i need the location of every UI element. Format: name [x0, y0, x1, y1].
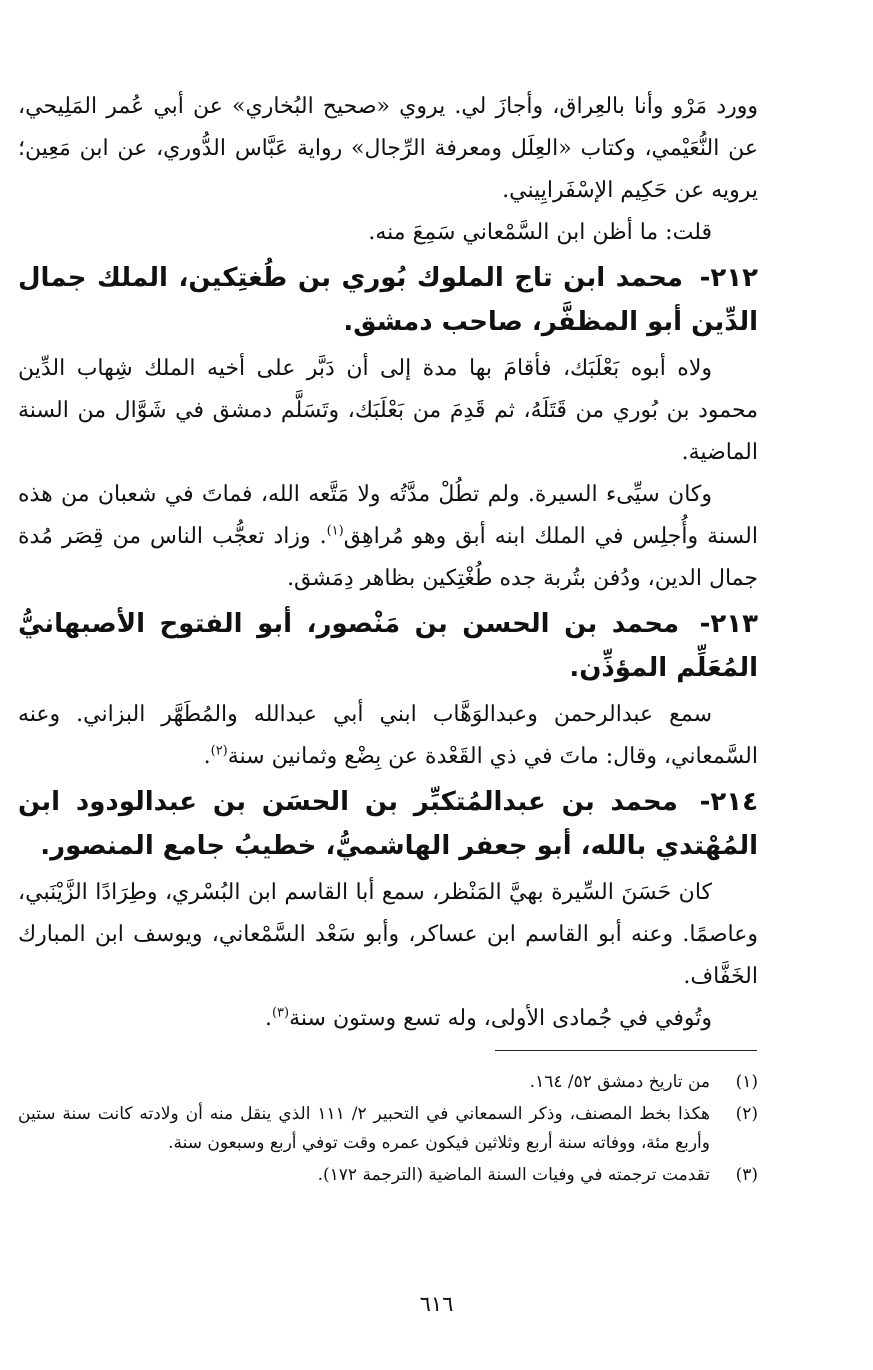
footnote-number: (٢) — [735, 1104, 758, 1124]
paragraph-text: سمع عبدالرحمن وعبدالوَهَّاب ابني أبي عبدالله والمُطَهَّر البزاني. وعنه السَّمعاني، وقال: ماتَ في ذي القَعْدة عن بِضْع وثمانين سنة — [18, 702, 758, 769]
paragraph-riwaya: وورد مَرْو وأنا بالعِراق، وأجازَ لي. يروي «صحيح البُخاري» عن أبي عُمر المَلِيحي، عن النُّعَيْمي، وكتاب «العِلَل ومعرفة الرِّجال» رواية عَبَّاس الدُّوري، عن ابن مَعِين؛ يرويه عن حَكِيم الإسْفَرايِيني. — [18, 94, 758, 203]
main-text — [18, 86, 758, 1040]
footnotes — [18, 1068, 758, 1193]
entry-title: محمد ابن تاج الملوك بُوري بن طُغتِكين، الملك جمال الدِّين أبو المظفَّر، صاحب دمشق. — [18, 263, 758, 337]
footnote-text: تقدمت ترجمته في وفيات السنة الماضية (الترجمة ١٧٢). — [317, 1165, 710, 1185]
footnote-ref-1: (١) — [326, 523, 344, 539]
entry-number: ٢١٣- — [699, 609, 758, 639]
paragraph-text: وتُوفي في جُمادى الأولى، وله تسع وستون سنة — [289, 1006, 712, 1031]
entry-212-paragraph-2 — [18, 474, 758, 600]
entry-title: محمد بن الحسن بن مَنْصور، أبو الفتوح الأصبهانيُّ المُعَلِّم المؤذِّن. — [18, 609, 758, 683]
entry-212-heading — [18, 256, 758, 344]
footnote-ref-2: (٢) — [210, 743, 228, 759]
paragraph-text: . — [203, 744, 211, 769]
entry-214-heading — [18, 780, 758, 868]
page-number: ٦١٦ — [419, 1292, 454, 1316]
footnote-1 — [18, 1068, 758, 1097]
footnote-number: (٣) — [735, 1165, 758, 1185]
footnote-text: هكذا بخط المصنف، وذكر السمعاني في التحبير ٢/ ١١١ الذي ينقل منه أن ولادته كانت سنة ستين وأربع مئة، ووفاته سنة أربع وثلاثين فيكون عمره وقت توفي أربع وسبعون سنة. — [18, 1104, 710, 1153]
entry-number: ٢١٤- — [699, 787, 758, 817]
entry-212-paragraph-1: ولاه أبوه بَعْلَبَك، فأقامَ بها مدة إلى أن دَبَّر على أخيه الملك شِهاب الدِّين محمود بن بُوري من قَتَلَهُ، ثم قَدِمَ من بَعْلَبَك، وتَسَلَّم دمشق في شَوَّال من السنة الماضية. — [18, 356, 758, 465]
entry-213-paragraph-1 — [18, 694, 758, 778]
footnote-ref-3: (٣) — [271, 1005, 290, 1021]
paragraph-text: . — [264, 1006, 272, 1031]
footnote-3 — [18, 1161, 758, 1190]
entry-213-heading — [18, 602, 758, 690]
paragraph-text: وكان سيِّىء السيرة. ولم تطُلْ مدَّتُه ولا مَتَّعه الله، فماتَ في شعبان من هذه السنة وأُجلِس في الملك ابنه أبق وهو مُراهِق — [18, 482, 758, 549]
paragraph-editor-note: قلت: ما أظن ابن السَّمْعاني سَمِعَ منه. — [368, 220, 712, 245]
entry-214-paragraph-1: كان حَسَنَ السِّيرة بهيَّ المَنْظر، سمع أبا القاسم ابن البُسْري، وطِرَادًا الزَّيْنَبي، وعاصمًا. وعنه أبو القاسم ابن عساكر، وأبو سَعْد السَّمْعاني، ويوسف ابن المبارك الخَفَّاف. — [18, 880, 758, 989]
entry-title: محمد بن عبدالمُتكبِّر بن الحسَن بن عبدالودود ابن المُهْتدي بالله، أبو جعفر الهاشميُّ، خطيبُ جامع المنصور. — [18, 787, 758, 861]
footnote-2 — [18, 1100, 758, 1158]
entry-214-paragraph-2 — [18, 998, 758, 1040]
footnote-text: من تاريخ دمشق ٥٢/ ١٦٤. — [529, 1072, 710, 1092]
entry-number: ٢١٢- — [699, 263, 758, 293]
paragraph-text: . وزاد تعجُّب الناس من قِصَر مُدة جمال الدين، ودُفن بتُربة جده طُغْتِكين بظاهر دِمَشق. — [18, 524, 758, 591]
footnote-number: (١) — [735, 1072, 758, 1092]
footnote-separator — [495, 1050, 757, 1051]
